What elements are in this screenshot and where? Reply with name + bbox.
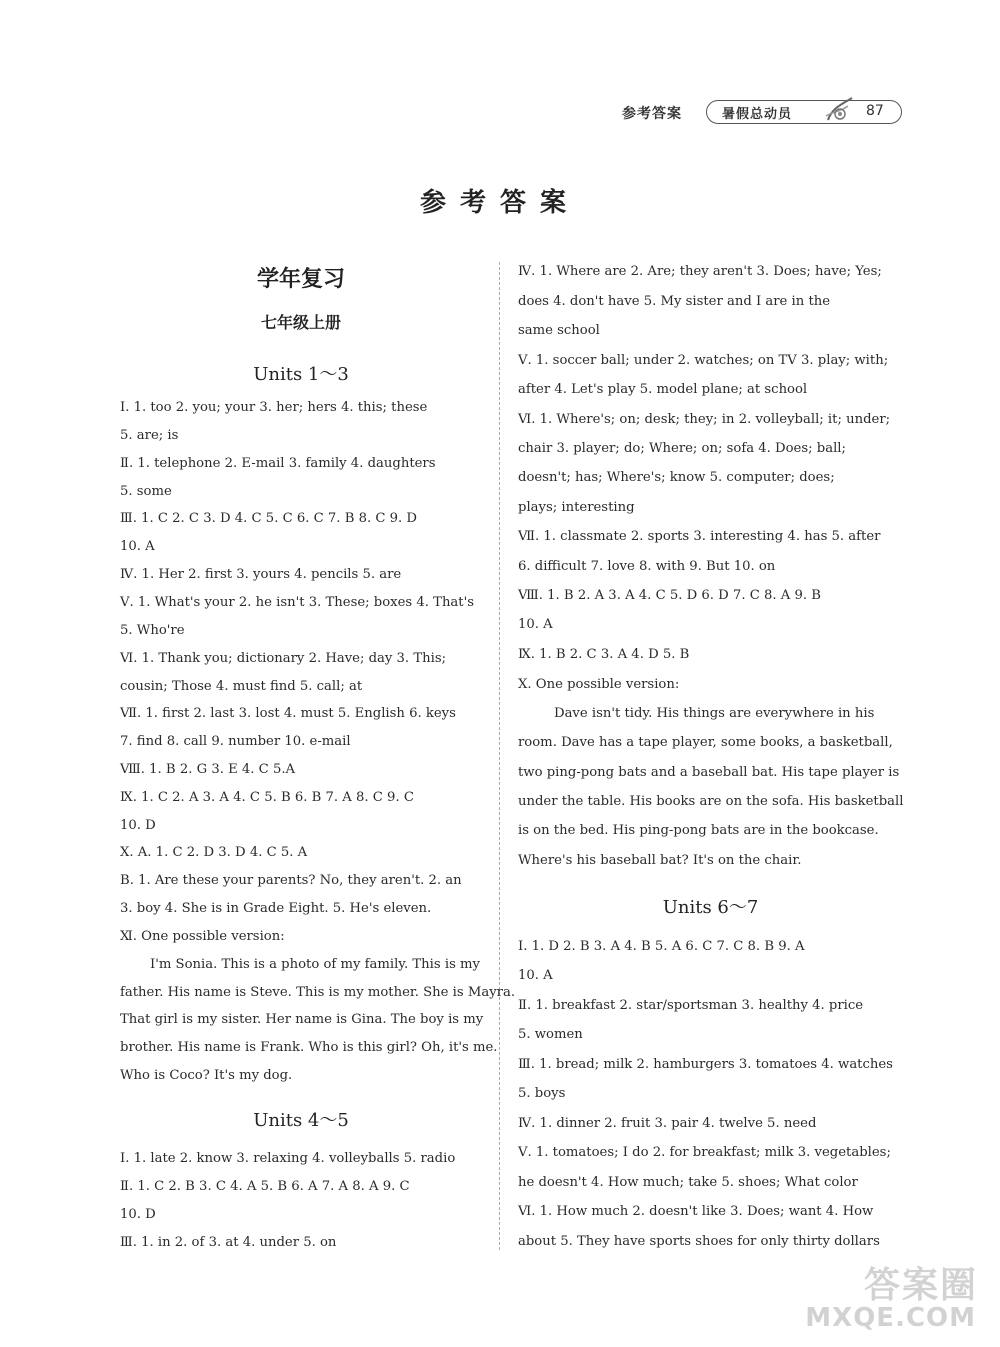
answer-line: Ⅲ. 1. bread; milk 2. hamburgers 3. tomatoes 4. watches [518, 1057, 893, 1072]
answer-line: Ⅲ. 1. in 2. of 3. at 4. under 5. on [120, 1235, 337, 1250]
answer-line: Ⅳ. 1. Where are 2. Are; they aren't 3. Does; have; Yes; [518, 264, 882, 279]
answer-line: Ⅵ. 1. Thank you; dictionary 2. Have; day 3. This; [120, 651, 447, 666]
answer-line: 10. D [120, 818, 156, 833]
answer-line: Ⅸ. 1. B 2. C 3. A 4. D 5. B [518, 647, 690, 662]
section-title: 学年复习 [256, 267, 345, 292]
answer-line: under the table. His books are on the sofa. His basketball [518, 794, 904, 809]
answer-line: 10. A [518, 617, 553, 632]
answer-line: Ⅹ. A. 1. C 2. D 3. D 4. C 5. A [120, 845, 308, 860]
answer-line: I'm Sonia. This is a photo of my family. This is my [150, 957, 480, 972]
unit-title-4-5: Units 4～5 [253, 1110, 349, 1131]
answer-line: 10. D [120, 1207, 156, 1222]
answer-line: same school [518, 323, 600, 338]
answer-line: Ⅵ. 1. How much 2. doesn't like 3. Does; want 4. How [518, 1204, 874, 1219]
answer-line: brother. His name is Frank. Who is this girl? Oh, it's me. [120, 1040, 498, 1055]
answer-line: 5. some [120, 484, 172, 499]
unit-title-6-7: Units 6～7 [662, 897, 759, 918]
answer-line: Ⅲ. 1. C 2. C 3. D 4. C 5. C 6. C 7. B 8. C 9. D [120, 511, 417, 526]
answer-line: Ⅰ. 1. too 2. you; your 3. her; hers 4. this; these [120, 400, 428, 415]
watermark [788, 1257, 978, 1335]
answer-line: 10. A [518, 968, 553, 983]
answer-line: Ⅳ. 1. dinner 2. fruit 3. pair 4. twelve 5. need [518, 1116, 817, 1131]
answer-line: B. 1. Are these your parents? No, they aren't. 2. an [120, 873, 462, 888]
answer-line: plays; interesting [518, 500, 635, 515]
answer-line: Ⅰ. 1. D 2. B 3. A 4. B 5. A 6. C 7. C 8. B 9. A [518, 939, 805, 954]
answer-line: Ⅱ. 1. C 2. B 3. C 4. A 5. B 6. A 7. A 8. A 9. C [120, 1179, 410, 1194]
answer-line: Ⅱ. 1. breakfast 2. star/sportsman 3. healthy 4. price [518, 998, 864, 1013]
answer-line: Ⅵ. 1. Where's; on; desk; they; in 2. volleyball; it; under; [518, 412, 891, 427]
answer-line: Ⅴ. 1. soccer ball; under 2. watches; on TV 3. play; with; [518, 353, 889, 368]
answer-line: Ⅴ. 1. tomatoes; I do 2. for breakfast; milk 3. vegetables; [518, 1145, 891, 1160]
answer-line: Where's his baseball bat? It's on the chair. [518, 853, 802, 868]
answer-line: cousin; Those 4. must find 5. call; at [120, 679, 363, 694]
answer-line: 5. Who're [120, 623, 185, 638]
header-label: 参考答案 [622, 106, 682, 122]
answer-line: 5. boys [518, 1086, 566, 1101]
section-subtitle: 七年级上册 [260, 313, 341, 332]
answer-line: Dave isn't tidy. His things are everywhere in his [554, 706, 875, 721]
answer-line: 5. women [518, 1027, 583, 1042]
answer-line: Who is Coco? It's my dog. [120, 1068, 293, 1083]
answer-line: chair 3. player; do; Where; on; sofa 4. Does; ball; [518, 441, 846, 456]
answer-line: about 5. They have sports shoes for only thirty dollars [518, 1234, 880, 1249]
page-header [622, 100, 922, 126]
answer-line: doesn't; has; Where's; know 5. computer; does; [518, 470, 835, 485]
watermark-url: MXQE.COM [805, 1303, 976, 1333]
answer-line: is on the bed. His ping-pong bats are in the bookcase. [518, 823, 879, 838]
answer-line: 7. find 8. call 9. number 10. e-mail [120, 734, 351, 749]
watermark-logo-text: 答案圈 [863, 1265, 978, 1306]
header-pill-text: 暑假总动员 [722, 107, 793, 122]
answer-line: Ⅸ. 1. C 2. A 3. A 4. C 5. B 6. B 7. A 8. C 9. C [120, 790, 414, 805]
answer-line: 3. boy 4. She is in Grade Eight. 5. He's eleven. [120, 901, 432, 916]
answer-line: Ⅷ. 1. B 2. G 3. E 4. C 5.A [120, 762, 296, 777]
answer-line: 6. difficult 7. love 8. with 9. But 10. on [518, 559, 776, 574]
page-title: 参考答案 [419, 188, 580, 218]
answer-line: two ping-pong bats and a baseball bat. His tape player is [518, 765, 900, 780]
answer-line: Ⅱ. 1. telephone 2. E-mail 3. family 4. daughters [120, 456, 436, 471]
answer-line: room. Dave has a tape player, some books, a basketball, [518, 735, 893, 750]
answer-line: Ⅳ. 1. Her 2. first 3. yours 4. pencils 5. are [120, 567, 402, 582]
answer-line: Ⅹ. One possible version: [518, 677, 680, 692]
swirl-logo-icon [822, 94, 856, 126]
answer-line: That girl is my sister. Her name is Gina. The boy is my [120, 1012, 484, 1027]
answer-line: Ⅰ. 1. late 2. know 3. relaxing 4. volleyballs 5. radio [120, 1151, 456, 1166]
answer-line: does 4. don't have 5. My sister and I are in the [518, 294, 831, 309]
answer-line: 5. are; is [120, 428, 179, 443]
unit-title-1-3: Units 1～3 [253, 364, 349, 385]
answer-line: after 4. Let's play 5. model plane; at school [518, 382, 808, 397]
answer-line: he doesn't 4. How much; take 5. shoes; What color [518, 1175, 858, 1190]
answer-line: Ⅺ. One possible version: [120, 929, 285, 944]
answer-line: Ⅶ. 1. first 2. last 3. lost 4. must 5. English 6. keys [120, 706, 456, 721]
answer-line: Ⅶ. 1. classmate 2. sports 3. interesting 4. has 5. after [518, 529, 881, 544]
answer-line: 10. A [120, 539, 155, 554]
column-divider [499, 262, 500, 1250]
answer-line: Ⅷ. 1. B 2. A 3. A 4. C 5. D 6. D 7. C 8. A 9. B [518, 588, 821, 603]
page-number: 87 [866, 103, 884, 119]
answer-line: Ⅴ. 1. What's your 2. he isn't 3. These; boxes 4. That's [120, 595, 474, 610]
answer-line: father. His name is Steve. This is my mother. She is Mayra. [120, 985, 516, 1000]
